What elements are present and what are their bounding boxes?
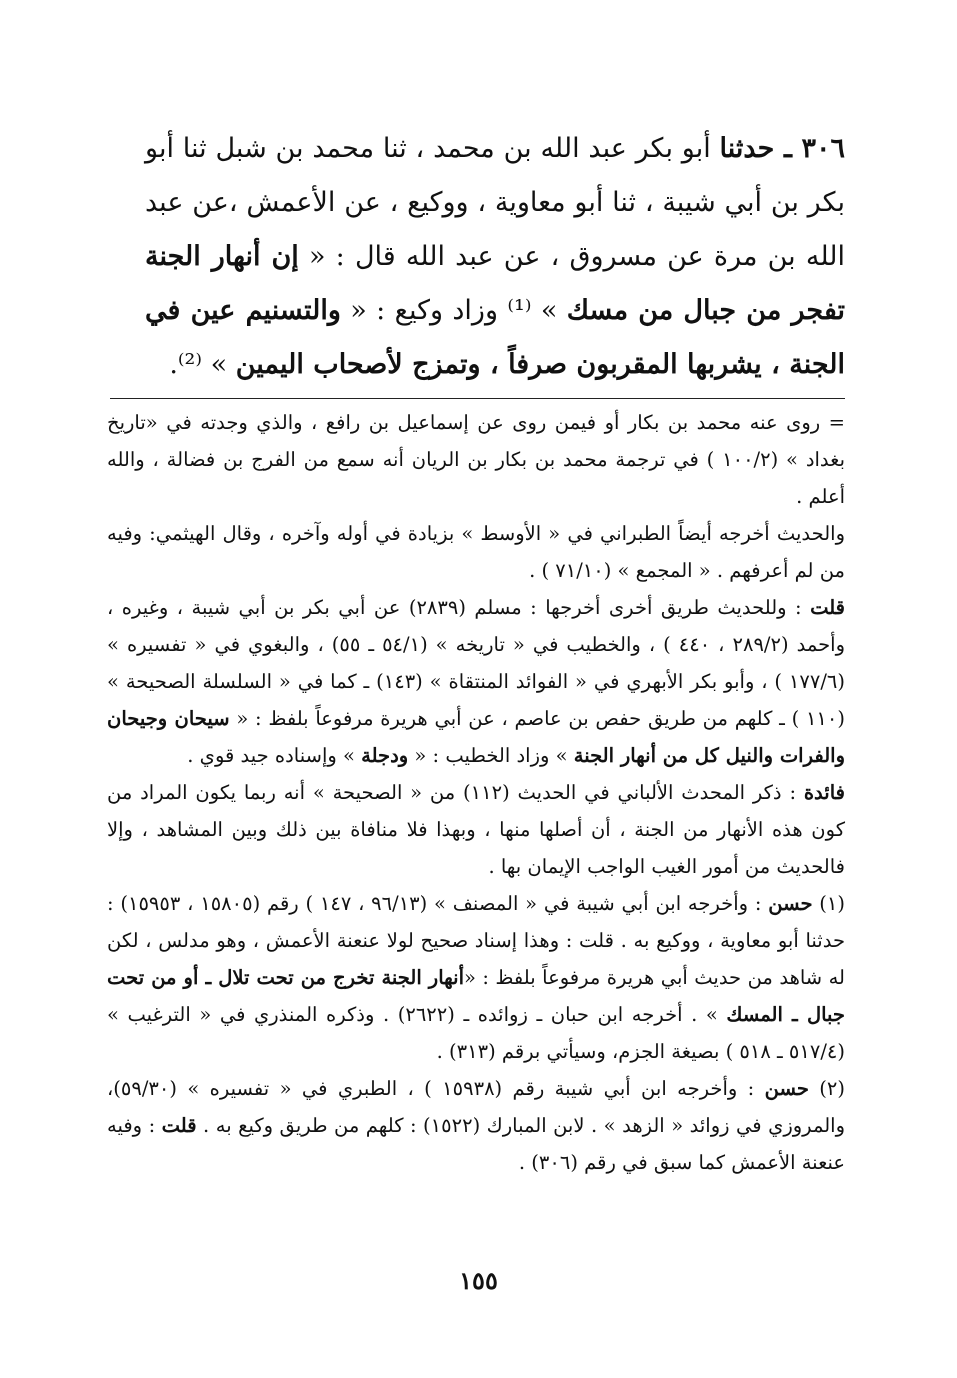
hadith-intro: حدثنا	[719, 133, 775, 164]
footnote-2-text-1: : وأخرجه ابن أبي شيبة رقم (١٥٩٣٨ ) ، الطبري في « تفسيره » (٥٩/٣٠)، والمروزي في زوائد « الزهد » . لابن المبارك (١٥٢٢) : كلهم من طريق وكيع به .	[107, 1077, 845, 1137]
footnote-2-mark: (٢)	[808, 1077, 845, 1100]
footnote-separator	[110, 398, 845, 399]
footnote-2-qult: قلت	[161, 1114, 197, 1137]
qult-text-1: : وللحديث طريق أخرى أخرجها : مسلم (٢٨٣٩) عن أبي بكر بن أبي شيبة ، وغيره ، وأحمد (٢٨٩/٢ ، ٤٤٠ ) ، والخطيب في « تاريخه » (٥٤/١ ـ ٥٥) ، والبغوي في « تفسيره » (١٧٧/٦ ) ، وأبو بكر الأبهري في « الفوائد المنتقاة » (١٤٣) ـ كما في « السلسلة الصحيحة » (١١٠ ) ـ كلهم من طريق حفص بن عاصم ، عن أبي هريرة مرفوعاً بلفظ : «	[107, 596, 845, 730]
page-number: ١٥٥	[459, 1266, 498, 1295]
hadith-dash: ـ	[774, 133, 802, 164]
hadith-matn-2: والتسنيم عين في الجنة ، يشربها المقربون صرفاً ، وتمزج لأصحاب اليمين	[145, 295, 845, 380]
footnote-1-grade: حسن	[768, 892, 813, 915]
qult-label: قلت	[810, 596, 846, 619]
footnote-2	[107, 1070, 845, 1181]
note-continuation: = روى عنه محمد بن بكار أو فيمن روى عن إسماعيل بن رافع ، والذي وجدته في «تاريخ بغداد » (١٠٠/٢ ) في ترجمة محمد بن بكار بن الريان أنه سمع من الفرج بن فضالة ، والله أعلم .	[107, 411, 845, 508]
qult-text-2: » وزاد الخطيب : «	[408, 744, 574, 767]
footnote-2-text-2: : وفيه عنعنة الأعمش كما سبق في رقم (٣٠٦) .	[107, 1114, 845, 1174]
faida-text: : ذكر المحدث الألباني في الحديث (١١٢) من « الصحيحة » أنه ربما يكون المراد من كون هذه الأنهار من الجنة ، أن أصلها منها ، وبهذا فلا منافاة بين ذلك وبين المشاهد ، وإلا فالحديث من أمور الغيب الواجب الإيمان بها .	[107, 781, 845, 878]
faida-label: فائدة	[803, 781, 845, 804]
note-faida	[107, 774, 845, 885]
hadith-matn-1: إن أنهار الجنة تفجر من جبال من مسك	[145, 241, 846, 326]
hadith-isnad: أبو بكر عبد الله بن محمد ، ثنا محمد بن شبل ثنا أبو بكر بن أبي شيبة ، ثنا أبو معاوية ، ووكيع ، عن الأعمش ،عن عبد الله بن مرة عن مسروق ، عن عبد الله قال : «	[145, 133, 845, 272]
qult-bold-1: سيحان وجيحان والفرات والنيل كل من أنهار الجنة	[107, 707, 845, 767]
footnote-1-text-1: : وأخرجه ابن أبي شيبة في « المصنف » (٩٦/١٣ ، ١٤٧ ) رقم (١٥٨٠٥ ، ١٥٩٥٣) : حدثنا أبو معاوية ، ووكيع به . قلت : وهذا إسناد صحيح لولا عنعنة الأعمش ، وهو مدلس ، لكن له شاهد من حديث أبي هريرة مرفوعاً بلفظ : «	[107, 892, 845, 989]
footnote-1-bold: أنهار الجنة تخرج من تحت تلال ـ أو من تحت جبال ـ المسك	[107, 966, 845, 1026]
footnote-1-mark: (١)	[812, 892, 846, 915]
note-qult	[107, 589, 845, 774]
note-tabarani: والحديث أخرجه أيضاً الطبراني في « الأوسط » بزيادة في أوله وآخره ، وقال الهيثمي: وفيه من لم أعرفهم . « المجمع » (٧١/١٠ ) .	[107, 522, 845, 582]
hadith-number: ٣٠٦	[801, 133, 845, 164]
hadith-mid: » ⁽¹⁾ وزاد وكيع : «	[340, 295, 567, 326]
footnotes	[107, 404, 845, 1181]
footnote-1	[107, 885, 845, 1070]
footnote-1-text-2: » . أخرجه ابن حبان ـ زوائده ـ (٢٦٢٢) . وذكره المنذري في « الترغيب » (٥١٧/٤ ـ ٥١٨ ) بصيغة الجزم، وسيأتي برقم (٣١٣) .	[107, 1003, 845, 1063]
hadith-text	[145, 122, 845, 392]
qult-bold-2: ودجلة	[361, 744, 409, 767]
footnote-2-grade: حسن	[764, 1077, 809, 1100]
qult-text-3: » وإسناده جيد قوي .	[187, 744, 362, 767]
hadith-end: » ⁽²⁾.	[169, 349, 236, 380]
